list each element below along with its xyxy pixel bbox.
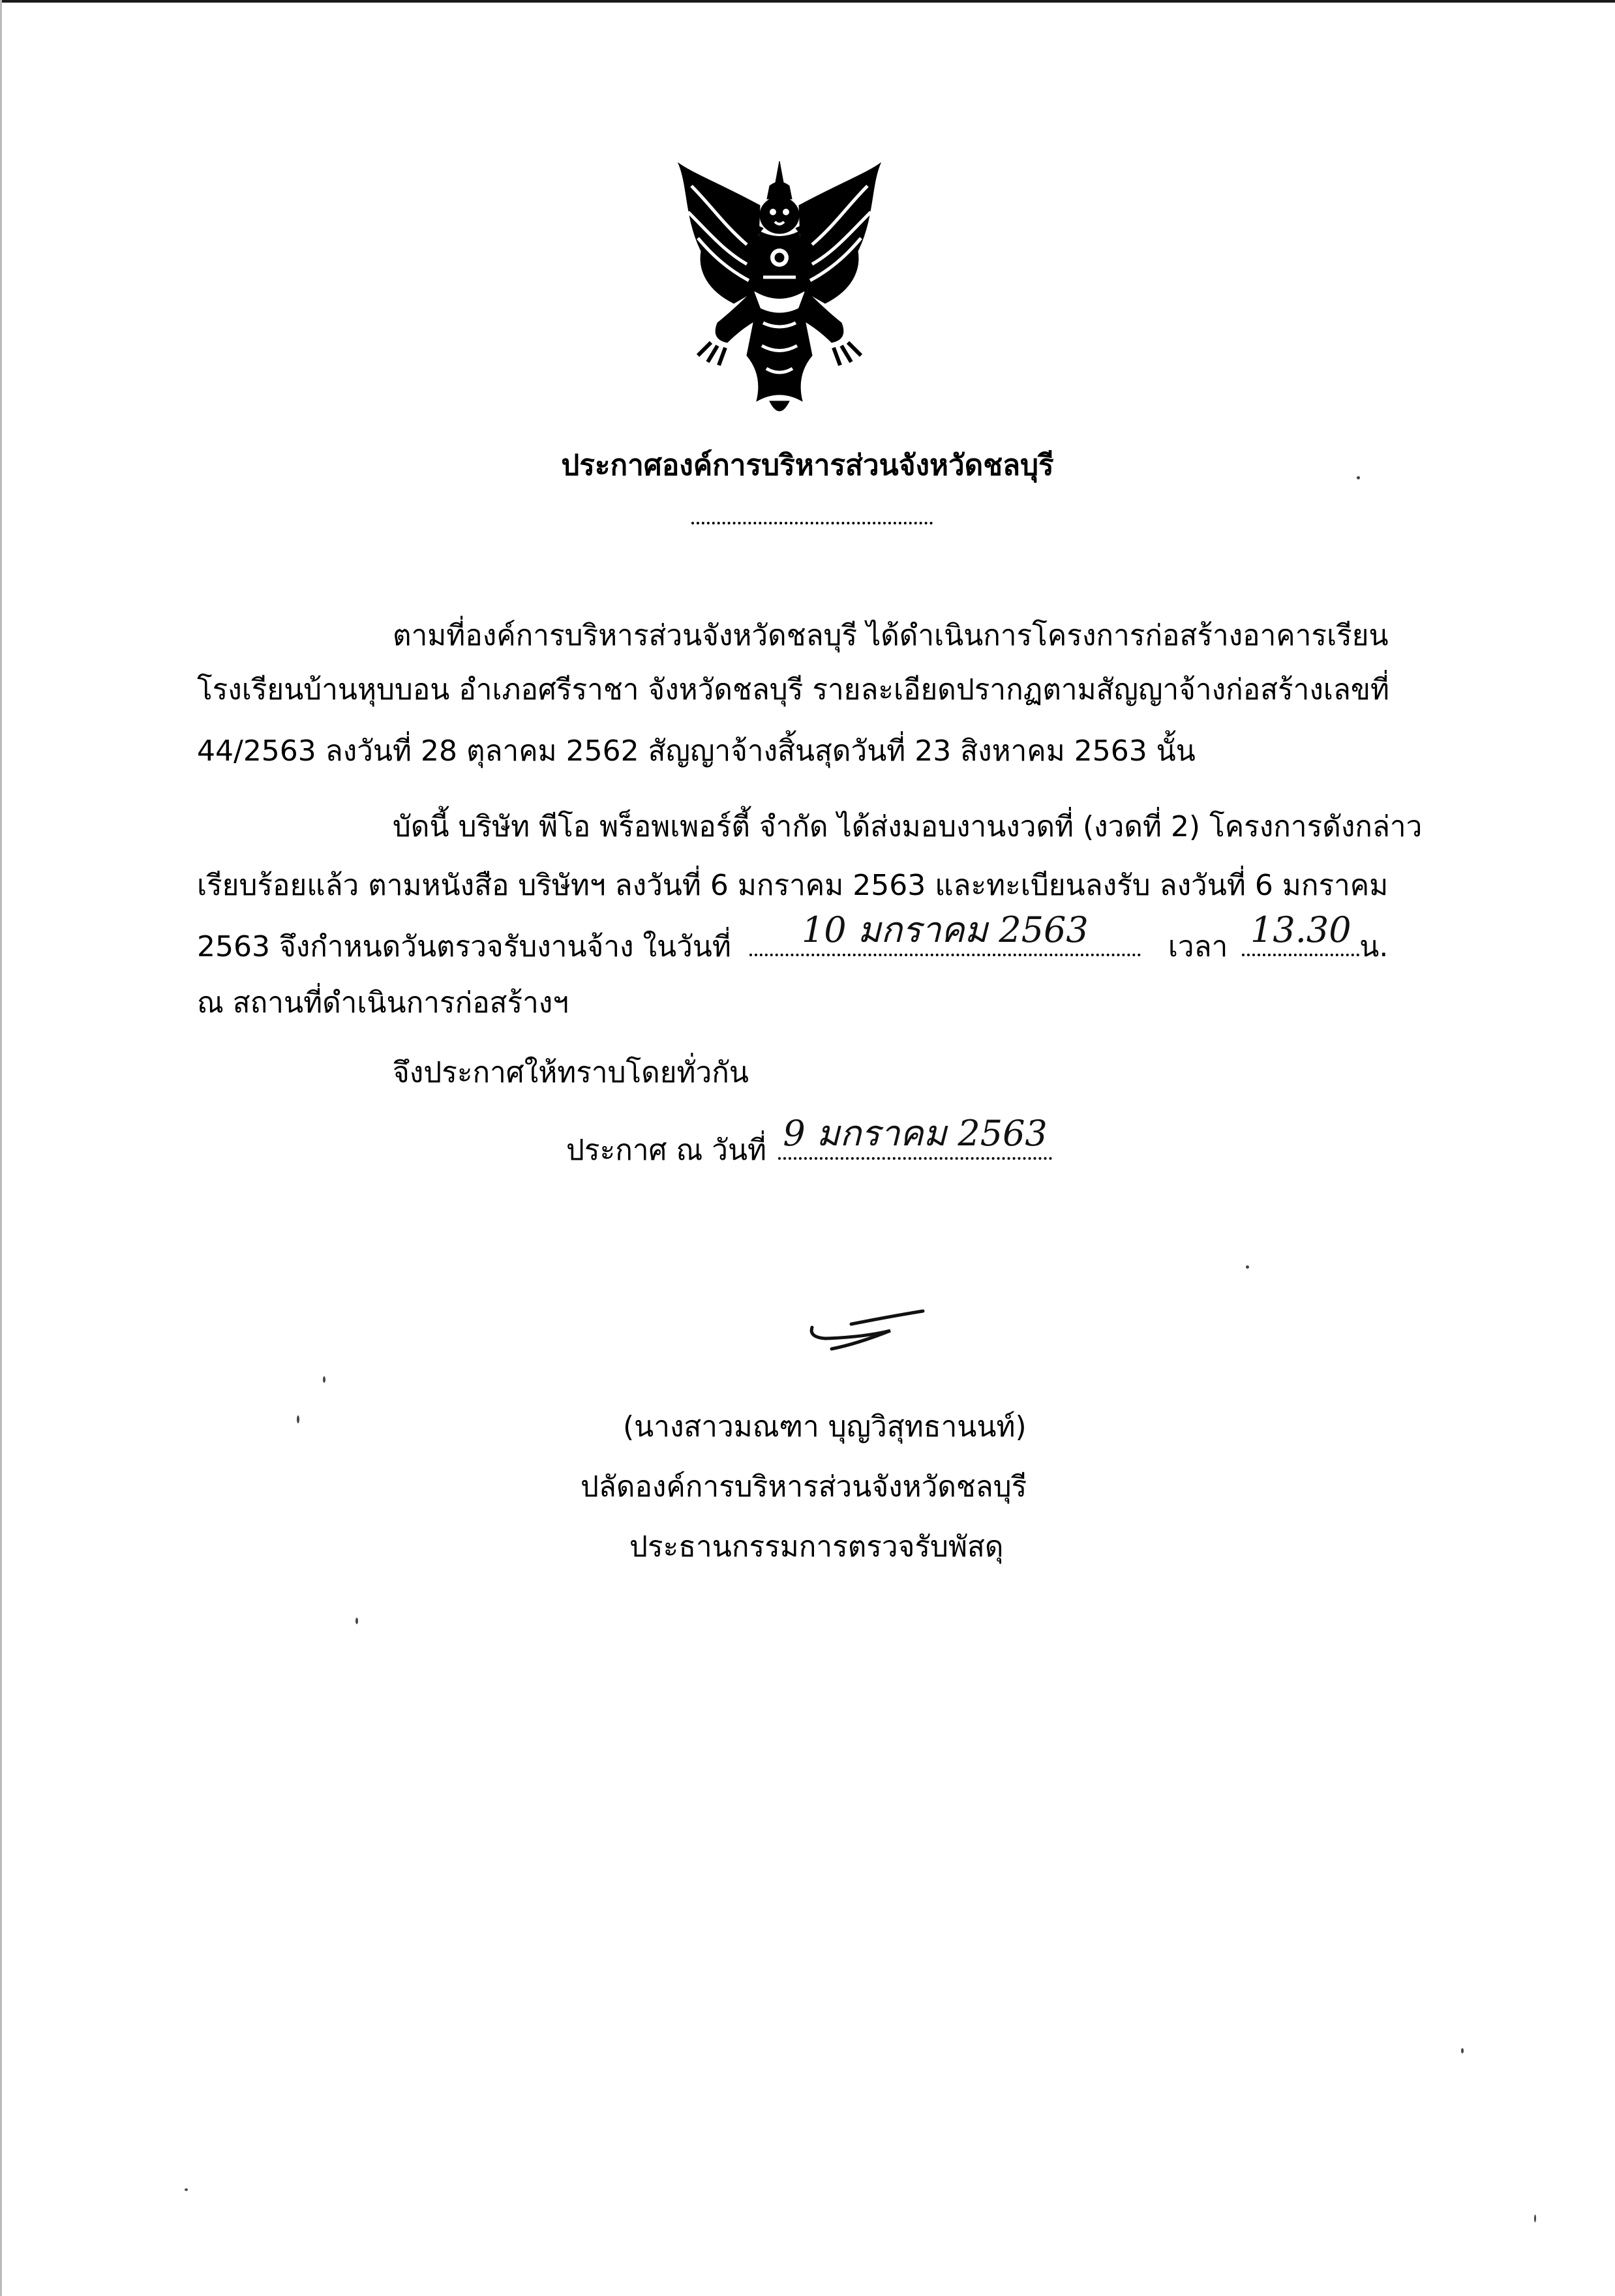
scan-speck <box>297 1415 299 1423</box>
signature-mark <box>792 1298 949 1370</box>
signatory-name: (นางสาวมณฑา บุญวิสุทธานนท์) <box>623 1410 1027 1443</box>
inspection-time-handwritten: 13.30 <box>1250 909 1351 950</box>
paragraph-2-line-4: ณ สถานที่ดำเนินการก่อสร้างฯ <box>197 986 569 1020</box>
garuda-emblem <box>672 160 887 424</box>
announce-date-label: ประกาศ ณ วันที่ <box>566 1134 767 1167</box>
scan-speck <box>185 2188 188 2191</box>
scan-speck <box>355 1618 358 1624</box>
scan-speck <box>1246 1265 1249 1269</box>
inspection-time-field <box>1242 909 1359 956</box>
paragraph-1-line-1: ตามที่องค์การบริหารส่วนจังหวัดชลบุรี ได้ดำเนินการโครงการก่อสร้างอาคารเรียน <box>393 619 1389 652</box>
announce-date-line <box>566 1113 1052 1170</box>
scan-speck <box>1357 476 1360 479</box>
signatory-role: ประธานกรรมการตรวจรับพัสดุ <box>629 1530 1004 1563</box>
paragraph-2-line-3 <box>197 909 1389 967</box>
scan-speck <box>1461 2048 1464 2053</box>
inspection-date-field <box>749 909 1141 956</box>
scan-edge-left <box>0 0 2 2296</box>
signatory-position: ปลัดองค์การบริหารส่วนจังหวัดชลบุรี <box>581 1470 1027 1503</box>
closing-statement: จึงประกาศให้ทราบโดยทั่วกัน <box>393 1056 749 1089</box>
time-label: เวลา <box>1168 930 1228 963</box>
scan-edge-top <box>0 0 1615 3</box>
title-dotted-rule <box>691 522 933 524</box>
inspection-date-label: 2563 จึงกำหนดวันตรวจรับงานจ้าง ในวันที่ <box>197 930 731 963</box>
inspection-date-handwritten: 10 มกราคม 2563 <box>801 909 1089 950</box>
time-suffix: น. <box>1359 930 1389 963</box>
paragraph-1-line-2: โรงเรียนบ้านหุบบอน อำเภอศรีราชา จังหวัดชลบุรี รายละเอียดปรากฏตามสัญญาจ้างก่อสร้างเลขที่ <box>197 673 1389 706</box>
scan-speck <box>1534 2214 1536 2222</box>
page-title: ประกาศองค์การบริหารส่วนจังหวัดชลบุรี <box>561 449 1054 482</box>
paragraph-2-line-2: เรียบร้อยแล้ว ตามหนังสือ บริษัทฯ ลงวันที่ 6 มกราคม 2563 และทะเบียนลงรับ ลงวันที่ 6 มกราคม <box>197 869 1389 902</box>
paragraph-1-line-3: 44/2563 ลงวันที่ 28 ตุลาคม 2562 สัญญาจ้างสิ้นสุดวันที่ 23 สิงหาคม 2563 นั้น <box>197 734 1196 768</box>
scan-speck <box>323 1376 325 1383</box>
paragraph-2-line-1: บัดนี้ บริษัท พีโอ พร็อพเพอร์ตี้ จำกัด ได้ส่งมอบงานงวดที่ (งวดที่ 2) โครงการดังกล่าว <box>393 810 1423 843</box>
announce-date-field <box>778 1113 1052 1160</box>
announce-date-handwritten: 9 มกราคม 2563 <box>783 1113 1048 1154</box>
